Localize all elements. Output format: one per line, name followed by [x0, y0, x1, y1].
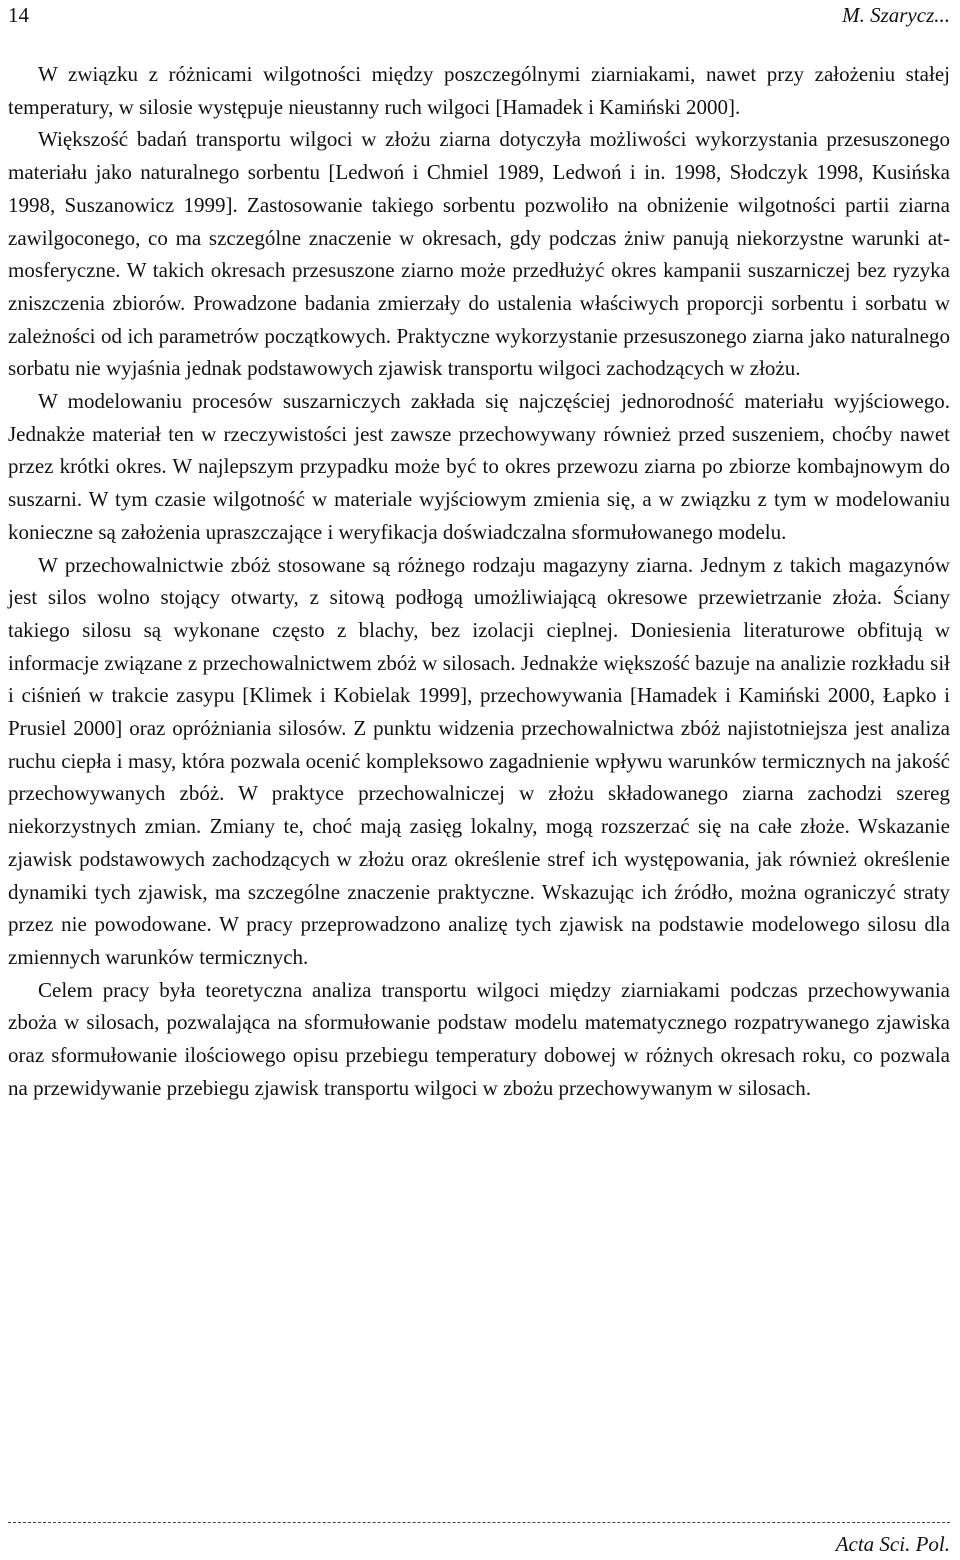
footer-rule: [8, 1522, 950, 1523]
paragraph-3: W modelowaniu procesów suszarniczych zakłada się najczęściej jednorodność materiału wyjściowego. Jednakże materiał ten w rzeczywistości jest zawsze przechowywany również przed suszeniem, choćby nawet przez krótki okres. W najlepszym przypadku może być to okres przewozu ziarna po zbiorze kombajnowym do suszarni. W tym czasie wilgotność w materiale wyjściowym zmienia się, a w związku z tym w modelowaniu konieczne są założenia upraszczające i weryfikacja doświadczalna sformułowanego modelu.: [8, 389, 950, 544]
journal-name: Acta Sci. Pol.: [835, 1532, 950, 1556]
paragraph-1: W związku z różnicami wilgotności między poszczególnymi ziarniakami, nawet przy założeniu stałej temperatury, w silosie występuje nieustanny ruch wilgoci [Hamadek i Kamiński 2000].: [8, 62, 950, 119]
page-number: 14: [8, 3, 29, 27]
paragraph-5: Celem pracy była teoretyczna analiza transportu wilgoci między ziarniakami podczas przechowywania zboża w silosach, pozwalająca na sformułowanie podstaw modelu matematycznego rozpatrywanego zjawiska oraz sformułowanie ilościowego opisu przebiegu temperatury dobowej w różnych okresach roku, co pozwala na przewidywanie przebiegu zjawisk transportu wilgoci w zbożu przechowywanym w silosach.: [8, 977, 950, 1100]
article-body: [8, 58, 950, 1105]
paragraph-4: W przechowalnictwie zbóż stosowane są różnego rodzaju magazyny ziarna. Jednym z takich magazynów jest silos wolno stojący otwarty, z sitową podłogą umożliwiającą okresowe przewietrzanie złoża. Ściany takiego silosu są wykonane często z blachy, bez izolacji cieplnej. Doniesienia literaturowe obfitują w informacje związane z przechowalnictwem zbóż w silosach. Jednakże większość bazuje na analizie rozkładu sił i ciśnień w trakcie zasypu [Klimek i Kobielak 1999], przechowywania [Hamadek i Kamiński 2000, Łapko i Prusiel 2000] oraz opróżniania silosów. Z punktu widzenia przechowalnictwa zbóż najistotniejsza jest analiza ruchu ciepła i masy, która pozwala ocenić kompleksowo zagadnienie wpływu warunków termicznych na jakość przechowywanych zbóż. W praktyce przechowalniczej w złożu składowanego ziarna zachodzi szereg niekorzystnych zmian. Zmiany te, choć mają zasięg lokalny, mogą rozszerzać się na całe złoże. Wskazanie zjawisk podstawowych zachodzących w złożu oraz określenie stref ich występowania, jak również określenie dynamiki tych zjawisk, ma szczególne znaczenie praktyczne. Wskazując ich źródło, można ograniczyć straty przez nie powodowane. W pracy przeprowadzono analizę tych zjawisk na podstawie modelowego silosu dla zmiennych warunków termicznych.: [8, 552, 950, 969]
page-header: [8, 0, 950, 30]
running-author: M. Szarycz...: [842, 3, 950, 27]
paragraph-2: Większość badań transportu wilgoci w złożu ziarna dotyczyła możliwości wykorzystania przesuszonego materiału jako naturalnego sorbentu [Ledwoń i Chmiel 1989, Ledwoń i in. 1998, Słodczyk 1998, Kusińska 1998, Suszanowicz 1999]. Zastosowanie takiego sorbentu pozwoliło na obniżenie wilgotności partii ziarna zawilgoconego, co ma szczególne znaczenie w okresach, gdy podczas żniw panują niekorzystne warunki atmosferyczne. W takich okresach przesuszone ziarno może przedłużyć okres kampanii suszarniczej bez ryzyka zniszczenia zbiorów. Prowadzone badania zmierzały do ustalenia właściwych proporcji sorbentu i sorbatu w zależności od ich parametrów początkowych. Praktyczne wykorzystanie przesuszonego ziarna jako naturalnego sorbatu nie wyjaśnia jednak podstawowych zjawisk transportu wilgoci zachodzących w złożu.: [8, 127, 950, 381]
